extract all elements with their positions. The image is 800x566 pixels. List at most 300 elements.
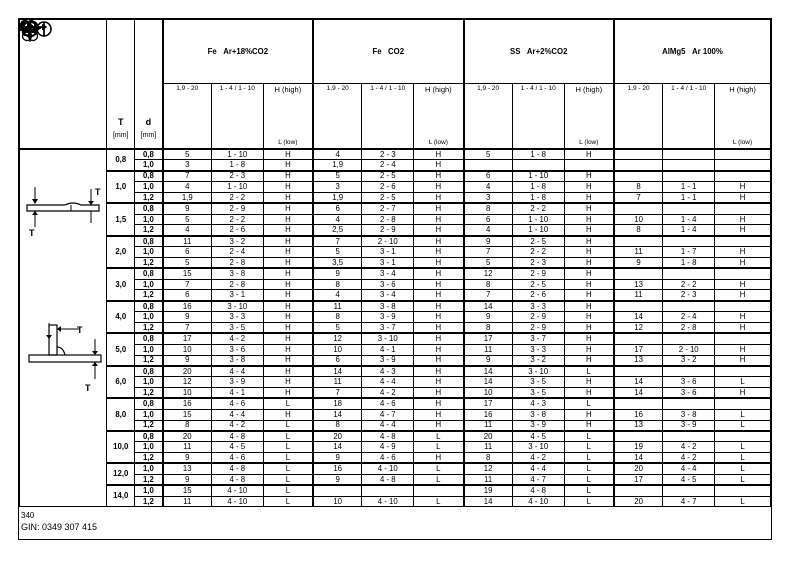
parameter-cell: 3 - 6	[663, 377, 715, 388]
parameter-cell: H	[564, 333, 614, 344]
parameter-cell: 8	[313, 420, 362, 431]
parameter-cell: 8	[163, 420, 212, 431]
parameter-cell: 4	[313, 214, 362, 225]
parameter-cell: 4 - 1	[362, 344, 414, 355]
parameter-cell: 6	[464, 171, 513, 182]
wire-speed-range: 1,9 - 20	[627, 85, 650, 92]
parameter-cell: 4 - 2	[663, 442, 715, 453]
parameter-cell: H	[564, 312, 614, 323]
parameter-cell: H	[564, 149, 614, 160]
voltage-range: 1 - 4 / 1 - 10	[520, 85, 556, 92]
parameter-cell: H	[263, 182, 313, 193]
diameter-label: d	[145, 117, 152, 127]
parameter-cell: H	[564, 214, 614, 225]
parameter-cell: 2 - 9	[362, 225, 414, 236]
diameter-cell: 1,2	[135, 323, 163, 334]
parameter-cell: H	[414, 388, 464, 399]
parameter-cell: H	[414, 398, 464, 409]
parameter-cell: 8	[313, 279, 362, 290]
parameter-cell: 10	[313, 496, 362, 507]
gas-label: CO2	[388, 46, 405, 56]
parameter-cell: 2 - 9	[512, 312, 564, 323]
parameter-cell: H	[564, 301, 614, 312]
parameter-cell: 11	[614, 290, 663, 301]
inductance-high-label: H (high)	[575, 85, 603, 94]
parameter-cell: H	[564, 247, 614, 258]
parameter-cell: 16	[163, 301, 212, 312]
parameter-cell: 8	[614, 182, 663, 193]
parameter-cell: 15	[163, 409, 212, 420]
parameter-cell: 5	[464, 149, 513, 160]
parameter-cell: 3 - 8	[211, 355, 263, 366]
parameter-cell: H	[414, 182, 464, 193]
parameter-cell: 3 - 7	[512, 333, 564, 344]
parameter-cell: H	[263, 279, 313, 290]
parameter-cell: 9	[163, 355, 212, 366]
parameter-cell: 11	[313, 301, 362, 312]
parameter-cell: L	[564, 366, 614, 377]
parameter-cell: H	[263, 214, 313, 225]
parameter-cell: H	[414, 257, 464, 268]
footer-page-number: 340	[21, 511, 35, 520]
parameter-cell: 2 - 5	[362, 192, 414, 203]
parameter-cell: H	[715, 182, 771, 193]
diameter-cell: 0,8	[135, 171, 163, 182]
parameter-cell: 15	[163, 268, 212, 279]
parameter-cell: H	[414, 290, 464, 301]
parameter-cell: 3	[163, 160, 212, 171]
parameter-cell: 3 - 3	[512, 301, 564, 312]
parameter-cell: 1 - 8	[512, 192, 564, 203]
parameter-cell: H	[414, 225, 464, 236]
parameter-cell: 19	[464, 485, 513, 496]
voltage-range: 1 - 4 / 1 - 10	[671, 85, 707, 92]
parameter-cell: 2 - 10	[663, 344, 715, 355]
parameter-cell: 20	[163, 366, 212, 377]
butt-joint-t-label: T	[95, 187, 101, 197]
parameter-cell: 14	[464, 301, 513, 312]
parameter-cell: 2 - 9	[512, 268, 564, 279]
parameter-cell: 3 - 7	[362, 323, 414, 334]
parameter-cell: 3 - 1	[362, 257, 414, 268]
parameter-cell: 3 - 9	[362, 355, 414, 366]
parameter-cell: 2,5	[313, 225, 362, 236]
parameter-cell: 3 - 3	[512, 344, 564, 355]
material-label: SS	[510, 46, 521, 56]
parameter-cell: 1 - 10	[512, 171, 564, 182]
parameter-cell: 3 - 4	[362, 290, 414, 301]
parameter-cell: H	[263, 323, 313, 334]
thickness-cell: 1,0	[107, 171, 135, 204]
parameter-cell: L	[414, 463, 464, 474]
parameter-cell: 13	[614, 355, 663, 366]
parameter-cell: 4	[163, 182, 212, 193]
parameter-cell: 2 - 8	[362, 214, 414, 225]
parameter-cell: 2 - 2	[663, 279, 715, 290]
parameter-cell: 18	[313, 398, 362, 409]
parameter-cell: H	[414, 301, 464, 312]
parameter-cell: H	[263, 355, 313, 366]
thickness-cell: 2,0	[107, 236, 135, 269]
parameter-cell: 4	[313, 290, 362, 301]
parameter-cell: H	[414, 409, 464, 420]
parameter-cell: H	[414, 333, 464, 344]
parameter-cell: 11	[163, 496, 212, 507]
parameter-cell: H	[263, 171, 313, 182]
parameter-cell: 3 - 10	[362, 333, 414, 344]
parameter-cell: H	[564, 290, 614, 301]
parameter-cell: 9	[163, 453, 212, 464]
parameter-cell: 4 - 10	[512, 496, 564, 507]
diameter-cell: 1,0	[135, 344, 163, 355]
parameter-cell: 20	[313, 431, 362, 442]
parameter-cell: 8	[313, 312, 362, 323]
parameter-cell: 9	[313, 268, 362, 279]
parameter-cell: 4 - 5	[211, 442, 263, 453]
thickness-cell: 4,0	[107, 301, 135, 334]
parameter-cell: 3 - 8	[211, 268, 263, 279]
parameter-cell: 4 - 4	[211, 409, 263, 420]
thickness-cell: 1,5	[107, 203, 135, 236]
parameter-cell: 3 - 2	[663, 355, 715, 366]
parameter-cell: 4	[464, 182, 513, 193]
parameter-cell: H	[414, 247, 464, 258]
parameter-cell: 3 - 8	[663, 409, 715, 420]
wire-speed-range: 1,9 - 20	[477, 85, 500, 92]
diameter-cell: 0,8	[135, 333, 163, 344]
parameter-cell: 14	[614, 377, 663, 388]
thickness-cell: 3,0	[107, 268, 135, 301]
parameter-cell: L	[564, 453, 614, 464]
parameter-cell: 12	[464, 463, 513, 474]
diameter-cell: 0,8	[135, 366, 163, 377]
parameter-cell: 4 - 7	[512, 474, 564, 485]
parameter-cell: H	[715, 247, 771, 258]
parameter-cell: L	[263, 442, 313, 453]
parameter-cell: 7	[464, 247, 513, 258]
parameter-cell: H	[564, 355, 614, 366]
parameter-cell: 3 - 9	[211, 377, 263, 388]
parameter-cell: H	[564, 377, 614, 388]
parameter-cell: 4 - 4	[512, 463, 564, 474]
diameter-cell: 1,2	[135, 225, 163, 236]
parameter-cell: 16	[464, 409, 513, 420]
diameter-cell: 0,8	[135, 203, 163, 214]
parameter-cell: 3 - 6	[362, 279, 414, 290]
wire-speed-range: 1,9 - 20	[176, 85, 199, 92]
diameter-cell: 1,2	[135, 496, 163, 507]
fillet-joint-t-label-bottom: T	[85, 383, 91, 393]
parameter-cell: H	[263, 366, 313, 377]
material-label: AlMg5	[662, 46, 686, 56]
parameter-cell: 4 - 3	[512, 398, 564, 409]
diameter-cell: 1,0	[135, 485, 163, 496]
parameter-cell: 1,9	[313, 160, 362, 171]
diameter-cell: 0,8	[135, 149, 163, 160]
parameter-cell: 4 - 3	[362, 366, 414, 377]
diameter-cell: 1,0	[135, 214, 163, 225]
wire-speed-range: 1,9 - 20	[326, 85, 349, 92]
parameter-cell: 9	[163, 474, 212, 485]
parameter-cell: L	[263, 485, 313, 496]
parameter-cell: 2 - 6	[512, 290, 564, 301]
parameter-cell: 5	[163, 149, 212, 160]
parameter-cell: 6	[464, 214, 513, 225]
parameter-cell: 19	[614, 442, 663, 453]
parameter-cell: H	[414, 171, 464, 182]
parameter-cell: 3 - 1	[362, 247, 414, 258]
parameter-cell: 1 - 10	[211, 149, 263, 160]
parameter-cell: L	[414, 431, 464, 442]
parameter-cell: 11	[163, 236, 212, 247]
parameter-cell: 4	[464, 225, 513, 236]
parameter-cell: 1 - 8	[512, 149, 564, 160]
parameter-cell: 16	[313, 463, 362, 474]
parameter-cell: 8	[464, 203, 513, 214]
parameter-cell: 8	[464, 279, 513, 290]
parameter-cell: 11	[464, 420, 513, 431]
parameter-cell: H	[263, 333, 313, 344]
parameter-cell: H	[564, 388, 614, 399]
inductance-low-label: L (low)	[428, 138, 448, 146]
diameter-cell: 1,0	[135, 160, 163, 171]
parameter-cell: 2 - 6	[211, 225, 263, 236]
parameter-cell: 12	[313, 333, 362, 344]
parameter-cell: 20	[614, 496, 663, 507]
diameter-cell: 0,8	[135, 236, 163, 247]
diameter-cell: 1,0	[135, 182, 163, 193]
parameter-cell: 4 - 4	[211, 366, 263, 377]
voltage-range: 1 - 4 / 1 - 10	[219, 85, 255, 92]
parameter-cell: L	[414, 474, 464, 485]
parameter-cell: H	[715, 279, 771, 290]
parameter-cell: 1 - 10	[211, 182, 263, 193]
parameter-cell: H	[263, 409, 313, 420]
joint-diagrams	[19, 19, 773, 541]
parameter-cell: 7	[313, 236, 362, 247]
parameter-cell: 3 - 5	[211, 323, 263, 334]
parameter-cell: 4 - 8	[512, 485, 564, 496]
parameter-cell: 2 - 4	[663, 312, 715, 323]
parameter-cell: 9	[313, 453, 362, 464]
parameter-cell: 4 - 2	[663, 453, 715, 464]
parameter-cell: 3 - 1	[211, 290, 263, 301]
parameter-cell: 10	[313, 344, 362, 355]
parameter-cell: H	[564, 257, 614, 268]
thickness-cell: 14,0	[107, 485, 135, 507]
parameter-cell: 1,9	[313, 192, 362, 203]
parameter-cell: H	[564, 203, 614, 214]
parameter-cell: H	[414, 279, 464, 290]
parameter-cell: H	[564, 344, 614, 355]
parameter-cell: 2 - 5	[512, 236, 564, 247]
diameter-cell: 0,8	[135, 398, 163, 409]
parameter-cell: 6	[163, 247, 212, 258]
parameter-cell: 11	[614, 247, 663, 258]
parameter-cell: 7	[163, 171, 212, 182]
parameter-cell: L	[715, 420, 771, 431]
diameter-cell: 1,0	[135, 312, 163, 323]
parameter-cell: 2 - 7	[362, 203, 414, 214]
parameter-cell: 1 - 1	[663, 192, 715, 203]
parameter-cell: 9	[163, 203, 212, 214]
parameter-cell: 4 - 8	[362, 431, 414, 442]
diameter-cell: 1,0	[135, 377, 163, 388]
parameter-cell: 4 - 8	[211, 463, 263, 474]
parameter-cell: 5	[313, 247, 362, 258]
parameter-cell: 20	[163, 431, 212, 442]
parameter-cell: L	[263, 431, 313, 442]
diameter-cell: 1,2	[135, 257, 163, 268]
parameter-cell: H	[564, 409, 614, 420]
parameter-cell: H	[263, 312, 313, 323]
parameter-cell: 2 - 6	[362, 182, 414, 193]
parameter-cell: 4	[163, 225, 212, 236]
diameter-cell: 1,2	[135, 420, 163, 431]
parameter-cell: L	[715, 377, 771, 388]
parameter-cell: H	[414, 214, 464, 225]
parameter-cell: 3,5	[313, 257, 362, 268]
parameter-cell: H	[263, 203, 313, 214]
butt-joint-icon	[27, 187, 99, 227]
parameter-cell: 5	[313, 171, 362, 182]
diameter-cell: 1,2	[135, 290, 163, 301]
parameter-cell: H	[564, 182, 614, 193]
parameter-cell: 4 - 1	[211, 388, 263, 399]
parameter-cell: H	[414, 268, 464, 279]
parameter-cell: H	[715, 344, 771, 355]
parameter-cell: 3 - 10	[512, 442, 564, 453]
parameter-cell: 3 - 8	[362, 301, 414, 312]
inductance-high-label: H (high)	[274, 85, 302, 94]
inductance-low-label: L (low)	[579, 138, 599, 146]
parameter-cell: 1 - 8	[663, 257, 715, 268]
gas-label: Ar 100%	[692, 46, 723, 56]
parameter-cell: 4 - 4	[663, 463, 715, 474]
diameter-cell: 1,0	[135, 247, 163, 258]
diameter-cell: 1,2	[135, 192, 163, 203]
parameter-cell: 2 - 9	[512, 323, 564, 334]
footer-gin: GIN: 0349 307 415	[21, 522, 98, 532]
thickness-cell: 12,0	[107, 463, 135, 485]
parameter-cell: 14	[614, 453, 663, 464]
parameter-cell: 3 - 10	[211, 301, 263, 312]
parameter-cell: H	[414, 236, 464, 247]
parameter-cell: H	[564, 192, 614, 203]
parameter-cell: H	[715, 214, 771, 225]
parameter-cell: 1 - 7	[663, 247, 715, 258]
parameter-cell: L	[263, 496, 313, 507]
parameter-cell: 4 - 10	[211, 496, 263, 507]
parameter-cell: 10	[163, 344, 212, 355]
parameter-cell: 2 - 4	[211, 247, 263, 258]
parameter-cell: 3 - 2	[512, 355, 564, 366]
parameter-cell: H	[715, 323, 771, 334]
diameter-cell: 1,2	[135, 388, 163, 399]
parameter-cell: 2 - 9	[211, 203, 263, 214]
diameter-unit: [mm]	[140, 132, 157, 139]
parameter-cell: 2 - 2	[512, 203, 564, 214]
parameter-cell: L	[263, 420, 313, 431]
parameter-cell: L	[715, 442, 771, 453]
parameter-cell: 13	[163, 463, 212, 474]
parameter-cell: 3 - 8	[512, 409, 564, 420]
gas-label: Ar+2%CO2	[526, 46, 568, 56]
parameter-cell: L	[564, 463, 614, 474]
parameter-cell: 9	[464, 355, 513, 366]
diameter-cell: 1,2	[135, 453, 163, 464]
parameter-cell: 4 - 6	[362, 398, 414, 409]
thickness-cell: 10,0	[107, 431, 135, 464]
parameter-cell: 10	[614, 214, 663, 225]
parameter-cell: 1 - 8	[211, 160, 263, 171]
inductance-low-label: L (low)	[732, 138, 753, 146]
diameter-cell: 0,8	[135, 431, 163, 442]
diameter-cell: 1,0	[135, 442, 163, 453]
parameter-cell: H	[263, 149, 313, 160]
parameter-cell: L	[564, 442, 614, 453]
parameter-cell: H	[715, 388, 771, 399]
parameter-cell: 6	[313, 355, 362, 366]
parameter-cell: 12	[614, 323, 663, 334]
parameter-cell: 4 - 8	[362, 474, 414, 485]
parameter-cell: 1 - 10	[512, 225, 564, 236]
parameter-cell: 14	[313, 442, 362, 453]
parameter-cell: 4 - 5	[663, 474, 715, 485]
parameter-cell: H	[263, 388, 313, 399]
parameter-cell: L	[263, 463, 313, 474]
thickness-cell: 8,0	[107, 398, 135, 431]
parameter-cell: H	[564, 236, 614, 247]
diameter-cell: 1,2	[135, 474, 163, 485]
parameter-cell: H	[715, 192, 771, 203]
gas-label: Ar+18%CO2	[223, 46, 269, 56]
parameter-cell: 4 - 2	[512, 453, 564, 464]
parameter-cell: H	[414, 203, 464, 214]
parameter-cell: 14	[313, 409, 362, 420]
parameter-cell: 17	[614, 344, 663, 355]
diameter-cell: 1,0	[135, 463, 163, 474]
parameter-cell: 10	[163, 388, 212, 399]
parameter-cell: 6	[313, 203, 362, 214]
parameter-cell: H	[263, 160, 313, 171]
parameter-cell: 3 - 9	[362, 312, 414, 323]
parameter-cell: 4	[313, 149, 362, 160]
parameter-cell: 4 - 6	[362, 453, 414, 464]
diameter-cell: 1,0	[135, 409, 163, 420]
parameter-cell: 1,9	[163, 192, 212, 203]
parameter-cell: H	[414, 160, 464, 171]
parameter-cell: H	[414, 355, 464, 366]
parameter-cell: 7	[163, 279, 212, 290]
parameter-cell: 12	[464, 268, 513, 279]
welding-parameter-sheet	[18, 18, 772, 540]
parameter-cell: L	[414, 496, 464, 507]
parameter-cell: H	[414, 377, 464, 388]
parameter-cell: 17	[163, 333, 212, 344]
parameter-cell: 2 - 3	[362, 149, 414, 160]
voltage-range: 1 - 4 / 1 - 10	[370, 85, 406, 92]
parameter-cell: H	[715, 225, 771, 236]
parameter-cell: H	[414, 312, 464, 323]
parameter-cell: L	[263, 474, 313, 485]
parameter-cell: 20	[464, 431, 513, 442]
parameter-cell: 14	[614, 388, 663, 399]
parameter-cell: H	[414, 453, 464, 464]
parameter-cell: 4 - 9	[362, 442, 414, 453]
parameter-cell: H	[564, 225, 614, 236]
parameter-cell: L	[564, 398, 614, 409]
